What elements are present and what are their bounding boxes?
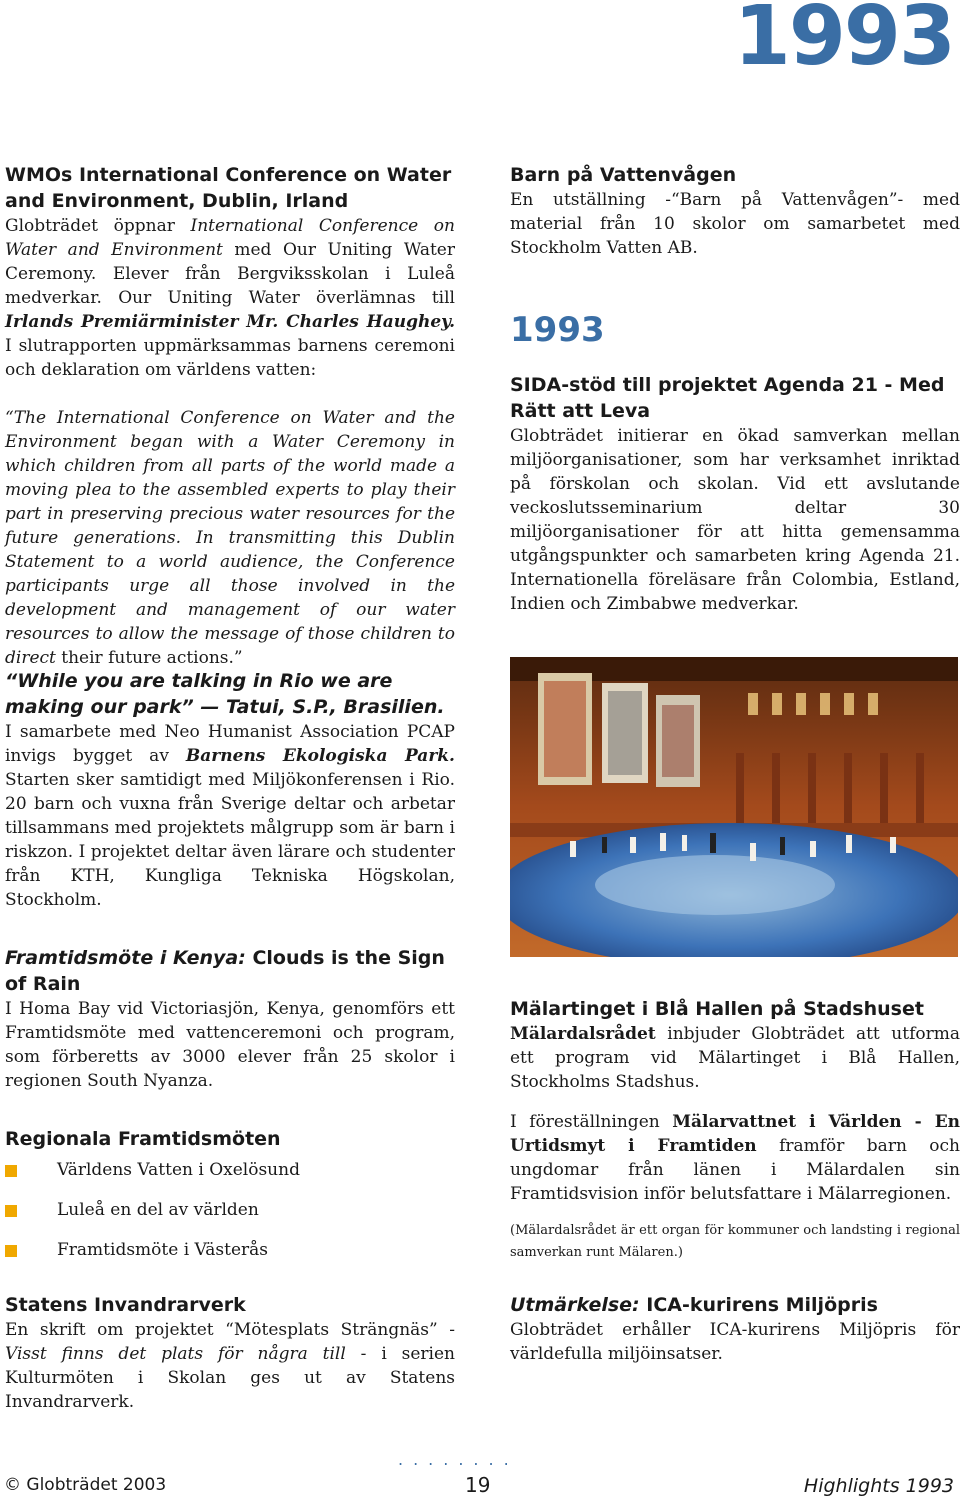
kenya-heading: Framtidsmöte i Kenya: Clouds is the Sign of Rain: [5, 947, 445, 995]
ica-paragraph: Globträdet erhåller ICA-kurirens Miljöpris för världefulla miljöinsatser.: [510, 1320, 960, 1364]
regional-list: [5, 1158, 455, 1262]
list-item: Luleå en del av världen: [5, 1198, 455, 1222]
kenya-paragraph: I Homa Bay vid Victoriasjön, Kenya, genomförs ett Framtidsmöte med vattenceremoni och program, som förberetts av 3000 elever från 25 skolor i regionen South Nyanza.: [5, 999, 455, 1091]
section-rio: [5, 668, 455, 912]
list-item: Världens Vatten i Oxelösund: [5, 1158, 455, 1182]
malar-note: (Mälardalsrådet är ett organ för kommuner och landsting i regional samverkan runt Mälaren.): [510, 1223, 960, 1260]
malar-paragraph-1: Mälardalsrådet inbjuder Globträdet att utforma ett program vid Mälartinget i Blå Hallen, Stockholms Stadshus.: [510, 1024, 960, 1092]
regional-heading: Regionala Framtidsmöten: [5, 1128, 281, 1150]
wmo-heading: WMOs International Conference on Water and Environment, Dublin, Irland: [5, 164, 452, 212]
section-malar: [510, 996, 960, 1264]
bullet-square-icon: [5, 1245, 17, 1257]
wmo-paragraph: Globträdet öppnar International Conference on Water and Environment med Our Uniting Water Ceremony. Elever från Bergviksskolan i Luleå medverkar. Our Uniting Water överlämnas till Irlands Premiärminister Mr. Charles Haughey. I slutrapporten uppmärksammas barnens ceremoni och deklaration om världens vatten:: [5, 216, 455, 380]
malar-paragraph-2: I föreställningen Mälarvattnet i Världen - En Urtidsmyt i Framtiden framför barn och ungdomar från länen i Mälardalen sin Framtidsvision inför belutsfattare i Mälarregionen.: [510, 1112, 960, 1204]
section-ica: [510, 1292, 960, 1366]
bullet-square-icon: [5, 1205, 17, 1217]
rio-heading: “While you are talking in Rio we are making our park” — Tatui, S.P., Brasilien.: [5, 670, 445, 718]
photo-illustration: [510, 657, 958, 957]
wmo-quote: “The International Conference on Water and the Environment began with a Water Ceremony in which children from all parts of the world made a moving plea to the assembled experts to play their part in preserving precious water resources for the future generations. In transmitting this Dublin Statement to a world audience, the Conference participants urge all those involved in the development and management of our water resources to allow the message of those children to direct their future actions.”: [5, 408, 455, 668]
page-year-title: 1993: [733, 0, 954, 84]
section-barn: [510, 162, 960, 260]
section-statens: [5, 1292, 455, 1414]
list-item: Framtidsmöte i Västerås: [5, 1238, 455, 1262]
bullet-square-icon: [5, 1165, 17, 1177]
statens-paragraph: En skrift om projektet “Mötesplats Strängnäs” - Visst finns det plats för några till - i serien Kulturmöten i Skolan ges ut av Statens Invandrarverk.: [5, 1320, 455, 1412]
year-subtitle: 1993: [510, 310, 605, 350]
page-footer: [0, 1475, 960, 1499]
page-number: 19: [465, 1473, 491, 1497]
sida-paragraph: Globträdet initierar en ökad samverkan mellan miljöorganisationer, som har verksamhet inriktad på förskolan och skolan. Vid ett avslutande veckoslutsseminarium deltar 30 miljöorganisationer för att hitta gemensamma utgångspunkter och samarbeten kring Agenda 21. Internationella föreläsare från Colombia, Estland, Indien och Zimbabwe medverkar.: [510, 426, 960, 614]
ica-heading: Utmärkelse: ICA-kurirens Miljöpris: [510, 1294, 878, 1316]
malar-heading: Mälartinget i Blå Hallen på Stadshuset: [510, 998, 924, 1020]
section-wmo: [5, 162, 455, 670]
statens-heading: Statens Invandrarverk: [5, 1294, 246, 1316]
section-kenya: [5, 945, 455, 1093]
photo-blue-hall: [510, 657, 958, 957]
barn-heading: Barn på Vattenvågen: [510, 164, 737, 186]
footer-copyright: © Globträdet 2003: [4, 1475, 167, 1495]
rio-paragraph: I samarbete med Neo Humanist Association PCAP invigs bygget av Barnens Ekologiska Park. Starten sker samtidigt med Miljökonferensen i Rio. 20 barn och vuxna från Sverige deltar och arbetar tillsammans med projektets målgrupp som är barn i riskzon. I projektet deltar även lärare och studenter från KTH, Kungliga Tekniska Högskolan, Stockholm.: [5, 722, 455, 910]
barn-paragraph: En utställning -“Barn på Vattenvågen”- med material från 10 skolor om samarbetet med Stockholm Vatten AB.: [510, 190, 960, 258]
section-sida: [510, 310, 960, 616]
decorative-dots: ........: [398, 1450, 519, 1469]
sida-heading: SIDA-stöd till projektet Agenda 21 - Med Rätt att Leva: [510, 374, 945, 422]
footer-section-title: Highlights 1993: [803, 1475, 954, 1497]
section-regional: [5, 1126, 455, 1278]
